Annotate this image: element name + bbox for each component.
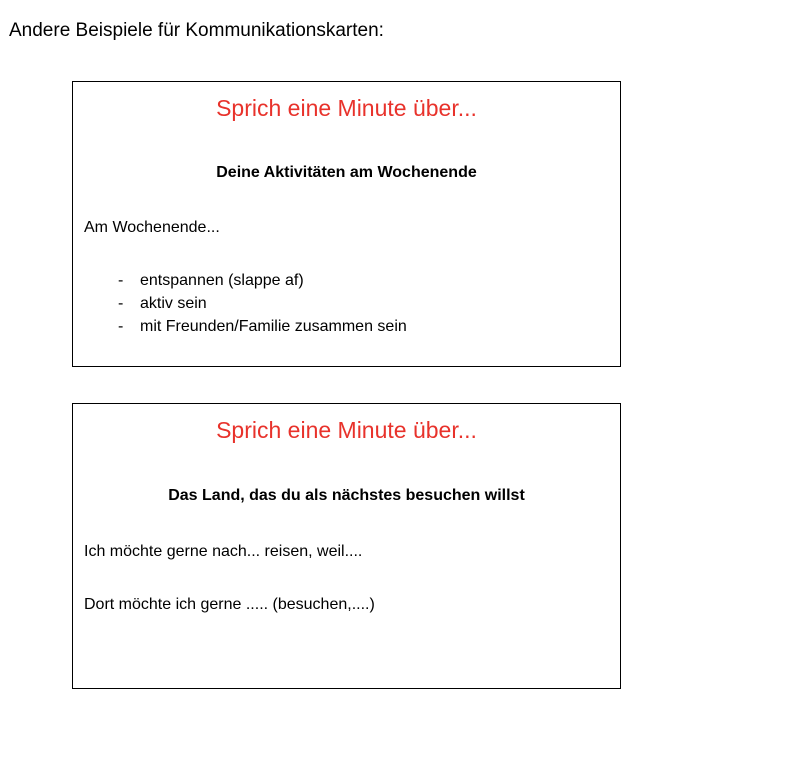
page-heading: Andere Beispiele für Kommunikationskarten: [9,20,384,41]
dash-bullet-icon: - [118,272,124,289]
communication-card-weekend [72,81,621,367]
list-item-text: entspannen (slappe af) [140,272,304,289]
card-topic: Das Land, das du als nächstes besuchen willst [168,487,525,504]
communication-card-travel [72,403,621,689]
card-topic: Deine Aktivitäten am Wochenende [216,164,477,181]
list-item-text: aktiv sein [140,295,207,312]
dash-bullet-icon: - [118,318,124,335]
card-sentence: Dort möchte ich gerne ..... (besuchen,....) [84,596,375,613]
card-title: Sprich eine Minute über... [216,417,477,443]
card-sentence: Ich möchte gerne nach... reisen, weil.... [84,543,363,560]
dash-bullet-icon: - [118,295,124,312]
card-intro: Am Wochenende... [84,219,220,236]
list-item-text: mit Freunden/Familie zusammen sein [140,318,407,335]
card-title: Sprich eine Minute über... [216,95,477,121]
